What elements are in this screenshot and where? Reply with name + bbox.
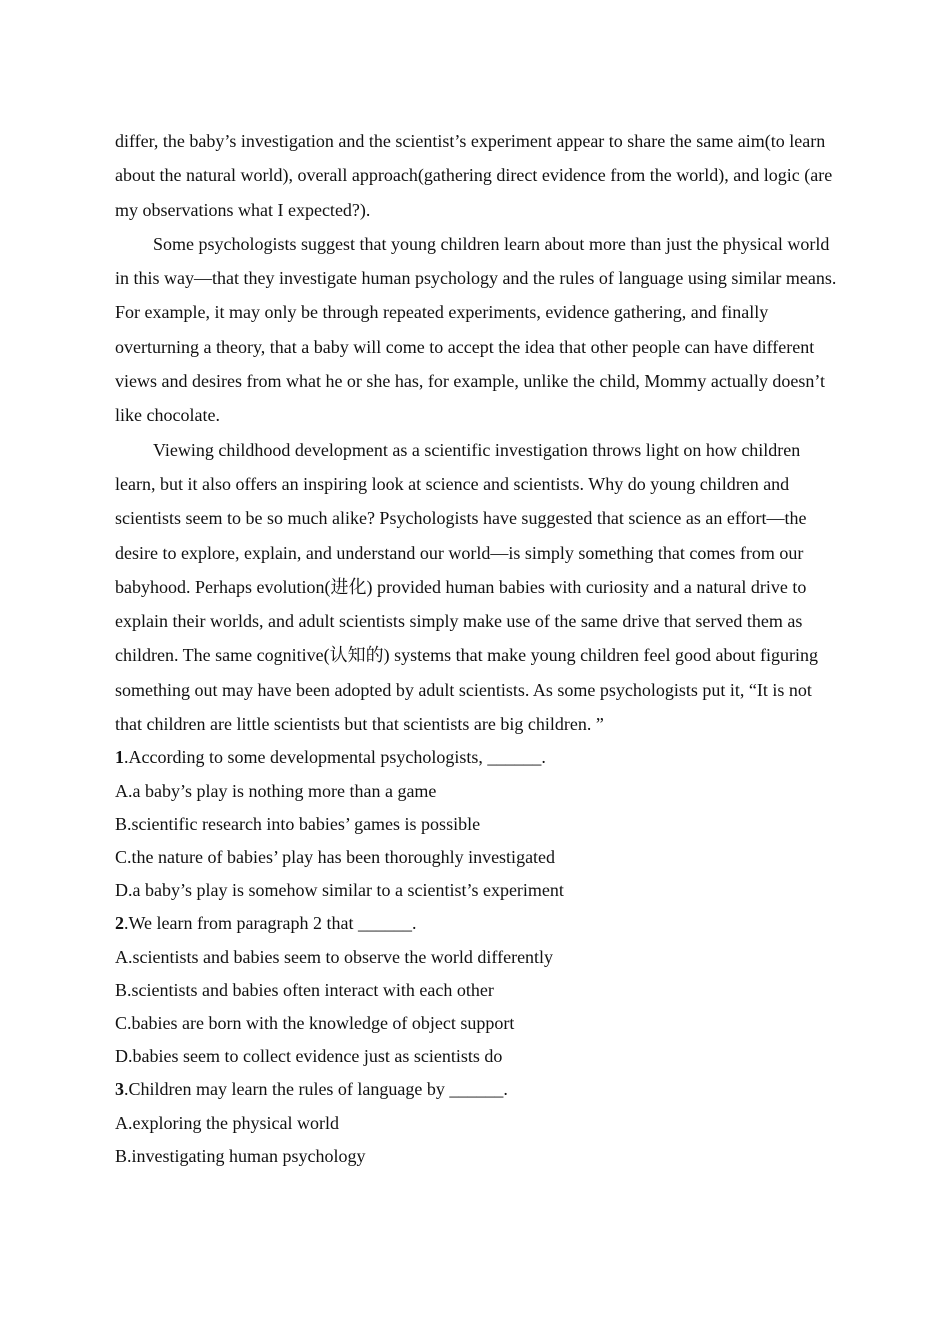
question-1 <box>115 741 837 907</box>
question-2-stem <box>115 907 837 940</box>
passage-paragraph-1: differ, the baby’s investigation and the scientist’s experiment appear to share the same aim(to learn about the natural world), overall approach(gathering direct evidence from the world), and logic (are my observations what I expected?). <box>115 131 833 220</box>
question-2-option-a: A.scientists and babies seem to observe the world differently <box>115 946 554 967</box>
question-1-option-c: C.the nature of babies’ play has been thoroughly investigated <box>115 846 556 867</box>
question-1-option-a: A.a baby’s play is nothing more than a game <box>115 780 437 801</box>
document-content <box>115 124 837 1173</box>
question-3-stem <box>115 1073 837 1106</box>
question-1-stem <box>115 741 837 774</box>
question-text: .According to some developmental psychologists, ______. <box>124 747 546 768</box>
question-3 <box>115 1073 837 1173</box>
question-number: 2 <box>115 913 124 934</box>
passage-paragraph-3: Viewing childhood development as a scientific investigation throws light on how children learn, but it also offers an inspiring look at science and scientists. Why do young children and scientists seem to be so much alike? Psychologists have suggested that science as an effort—the desire to explore, explain, and understand our world—is simply something that comes from our babyhood. Perhaps evolution(进化) provided human babies with curiosity and a natural drive to explain their worlds, and adult scientists simply make use of the same drive that served them as children. The same cognitive(认知的) systems that make young children feel good about figuring something out may have been adopted by adult scientists. As some psychologists put it, “It is not that children are little scientists but that scientists are big children. ” <box>115 439 818 735</box>
question-1-option-d: D.a baby’s play is somehow similar to a scientist’s experiment <box>115 880 564 901</box>
question-number: 1 <box>115 747 124 768</box>
passage-paragraph-2: Some psychologists suggest that young children learn about more than just the physical world in this way—that they investigate human psychology and the rules of language using similar means. For example, it may only be through repeated experiments, evidence gathering, and finally overturning a theory, that a baby will come to accept the idea that other people can have different views and desires from what he or she has, for example, unlike the child, Mommy actually doesn’t like chocolate. <box>115 233 837 426</box>
question-2 <box>115 907 837 1073</box>
question-1-option-b: B.scientific research into babies’ games is possible <box>115 813 481 834</box>
question-3-option-a: A.exploring the physical world <box>115 1112 339 1133</box>
question-text: .We learn from paragraph 2 that ______. <box>124 913 417 934</box>
question-number: 3 <box>115 1079 124 1100</box>
question-2-option-c: C.babies are born with the knowledge of object support <box>115 1012 515 1033</box>
question-2-option-b: B.scientists and babies often interact with each other <box>115 979 494 1000</box>
question-2-option-d: D.babies seem to collect evidence just as scientists do <box>115 1046 503 1067</box>
question-3-option-b: B.investigating human psychology <box>115 1145 366 1166</box>
question-text: .Children may learn the rules of language by ______. <box>124 1079 508 1100</box>
